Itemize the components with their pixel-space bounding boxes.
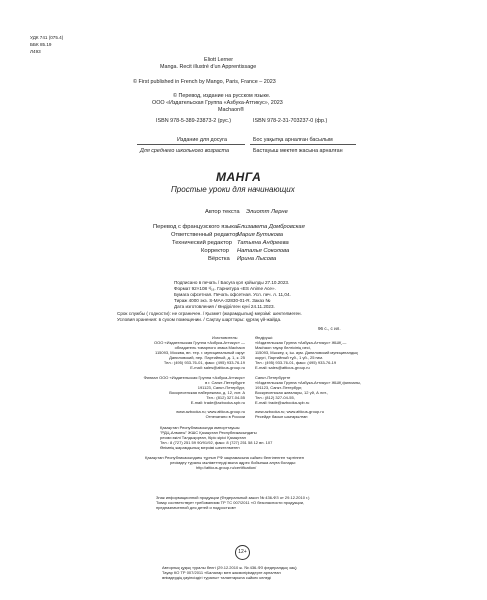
manufacturer-ru-heading: Изготовитель:: [212, 335, 238, 340]
bbk-code: ББК 85.19: [30, 42, 52, 47]
footer-line: өнімдердің қауіпсіздігі туралы» талаптарына сәйкес келеді: [162, 575, 271, 580]
audience-kz-label: Бос уақытқа арналған басылым: [253, 137, 333, 143]
kz-importer-line: Қазақстан Республикасында импорттаушы: [160, 425, 240, 430]
branch-kz-line: E-mail: trade@azbooka-spb.ru: [255, 400, 310, 405]
branch-ru-line: в г. Санкт-Петербурге: [205, 380, 245, 385]
kz-importer-line: ресми өкілі Талдықорған, Кіріс кірісі Қазақстан: [160, 435, 246, 440]
manufacturer-ru-line: ООО «Издательская Группа «Азбука-Аттикус» —: [153, 340, 245, 345]
credit-value-layout: Ирина Лысова: [237, 256, 277, 262]
credit-value-tech-editor: Татьяна Андреева: [237, 240, 289, 246]
credit-label-layout: Вёрстка: [208, 256, 230, 262]
udk-code: УДК 741 (075.4): [30, 35, 64, 40]
translation-copyright: © Перевод, издание на русском языке.: [173, 93, 271, 99]
branch-kz-line: Тел.: (812) 327-04-55,: [255, 395, 295, 400]
page-count: 96 с., с ил.: [318, 326, 341, 331]
website-ru: www.azbooka.ru; www.atticus-group.ru: [176, 409, 245, 414]
audience-divider-left: [137, 144, 245, 145]
print-info-line: Подписано в печать / Басуға қол қойылды 27.10.2023.: [174, 280, 290, 285]
credit-value-editor: Мария Бутикова: [237, 232, 283, 238]
print-info-line: Тираж 4000 экз. S-MAA-32830-01-R. Заказ №: [174, 298, 271, 303]
publisher-rights: ООО «Издательская Группа «Азбука-Аттикус», 2023: [152, 100, 283, 106]
author-credit-label: Автор текста: [205, 209, 240, 215]
kz-complaints-line: http://atticus-group.ru/certification/: [196, 465, 257, 470]
branch-kz-line: «Издательская Группа «Азбука-Аттикус» ЖШҚ филиалы,: [255, 380, 362, 385]
branch-kz-line: Санкт-Петербургте: [255, 375, 291, 380]
manufacturer-ru-line: Даниловский, пер. Партийный, д. 1, к. 25: [169, 355, 245, 360]
branch-ru-line: Тел.: (812) 327-04-55: [206, 395, 245, 400]
machaon-mark: Machaon®: [218, 107, 245, 113]
age-rating-badge: 12+: [235, 545, 250, 560]
isbn-fr: ISBN 978-2-31-703237-0 (фр.): [253, 118, 328, 124]
credit-label-tech-editor: Технический редактор: [172, 240, 232, 246]
print-info-line: Бумага офсетная. Печать офсетная. Усл. печ. л. 11,04.: [174, 292, 291, 297]
print-info-line: Формат 92×108 ¹/₁₆. Гарнитура «ES Anime Ace».: [174, 286, 276, 291]
kz-importer-line: "РДЦ-Алматы" ЖШС Қазақстан Республикасындағы: [160, 430, 257, 435]
validity-line: Срок службы ( годности): не ограничен. / Қызмет (жарамдылық) мерзімі: шектелмеген.: [117, 311, 302, 316]
credit-value-proofreader: Наталья Соколова: [237, 248, 290, 254]
credit-label-translator: Перевод с французского языка: [153, 224, 238, 230]
manufacturer-ru-line: Тел.: (495) 933-76-01, факс: (495) 933-76-19: [163, 360, 245, 365]
kz-importer-line: Өнімнің жарамдылық мерзімі шектелмеген: [160, 445, 240, 450]
book-subtitle: Простые уроки для начинающих: [171, 185, 295, 194]
credit-value-translator: Елизавета Домбровская: [237, 224, 305, 230]
branch-ru-line: Филиал ООО «Издательская Группа «Азбука-Аттикус»: [143, 375, 245, 380]
kz-complaints-line: Қазақстан Республикасындағы тұрғын РФ заңнамасына сәйкес белгіленген тәртіппен: [145, 455, 304, 460]
manufacturer-kz-line: E-mail: sales@atticus-group.ru: [255, 365, 310, 370]
author-code: Л493: [30, 49, 41, 54]
original-title: Manga. Recit illustré d’un Apprentissage: [160, 64, 257, 70]
audience-ru-label: Издание для досуга: [177, 137, 227, 143]
storage-line: Условия хранения: в сухом помещении. / Сақтау шарттары: құрғақ үй-жайда.: [117, 317, 282, 322]
kz-importer-line: Тел.: 8 (727) 251 59 90/91/92, факс: 8 (727) 251 58 12 вн. 107: [160, 440, 273, 445]
branch-ru-line: 191123, Санкт-Петербург,: [197, 385, 245, 390]
printed-in-russia: Отпечатано в России: [205, 414, 245, 419]
info-mark-line: Знак информационной продукции (Федеральный закон № 436-ФЗ от 29.12.2010 г.): [156, 495, 310, 500]
branch-ru-line: Воскресенская набережная, д. 12, лит. А: [169, 390, 245, 395]
credit-label-editor: Ответственный редактор: [171, 232, 239, 238]
manufacturer-kz-line: Тел.: (495) 933-76-01, факс: (495) 933-76-19: [255, 360, 337, 365]
info-mark-line: Товар соответствует требованиям ТР ТС 007/2011 «О безопасности продукции,: [156, 500, 305, 505]
isbn-ru: ISBN 978-5-389-23873-2 (рус.): [156, 118, 232, 124]
original-author: Eliott Lerner: [204, 57, 234, 63]
manufacturer-ru-line: обладатель товарного знака Machaon: [174, 345, 245, 350]
printed-in-russia-kz: Ресейде басып шығарылған: [255, 414, 308, 419]
kz-complaints-line: ресімдеу туралы мәліметтерді мына адрес бойынша алуға болады:: [170, 460, 296, 465]
branch-kz-line: 191123, Санкт-Петербург,: [255, 385, 303, 390]
branch-kz-line: Воскресенская жағалауы, 12 үй, А лит.,: [255, 390, 329, 395]
footer-line: Тауар КО ТР 007/2011 «Балалар мен жасөспірімдерге арналған: [162, 570, 281, 575]
audience-divider-right: [250, 144, 356, 145]
book-title: МАНГА: [216, 170, 262, 184]
audience-kz-age: Бастауыш мектеп жасына арналған: [253, 148, 343, 154]
manufacturer-ru-line: E-mail: sales@atticus-group.ru: [190, 365, 245, 370]
website-kz: www.azbooka.ru; www.atticus-group.ru: [255, 409, 324, 414]
manufacturer-ru-line: 115093, Москва, вн. тер. г. муниципальный округ: [155, 350, 245, 355]
audience-ru-age: Для среднего школьного возраста: [140, 148, 229, 154]
manufacturer-kz-line: «Издательская Группа «Азбука-Аттикус» ЖШҚ —: [255, 340, 347, 345]
credit-label-proofreader: Корректор: [201, 248, 229, 254]
author-credit-value: Элиотт Лерне: [246, 209, 288, 215]
manufacturer-kz-line: округі, Партийный тұй., 1 үй., 25 ғим.: [255, 355, 324, 360]
print-info-line: Дата изготовления / Өндірілген күні 24.11.2023.: [174, 304, 275, 309]
manufacturer-kz-line: Machaon тауар белгісінің иесі,: [255, 345, 311, 350]
manufacturer-kz-line: 115093, Мәскеу, қ. іш. аум. Даниловский муниципалдық: [255, 350, 358, 355]
manufacturer-kz-heading: Өндіруші:: [255, 335, 273, 340]
footer-line: Авторлық құқық туралы белгі (29.12.2010 ж. № 436-ФЗ федералдық заң): [162, 565, 297, 570]
first-published: © First published in French by Mango, Paris, France – 2023: [133, 79, 276, 85]
info-mark-line: предназначенной для детей и подростков»: [156, 505, 237, 510]
branch-ru-line: E-mail: trade@azbooka-spb.ru: [190, 400, 245, 405]
